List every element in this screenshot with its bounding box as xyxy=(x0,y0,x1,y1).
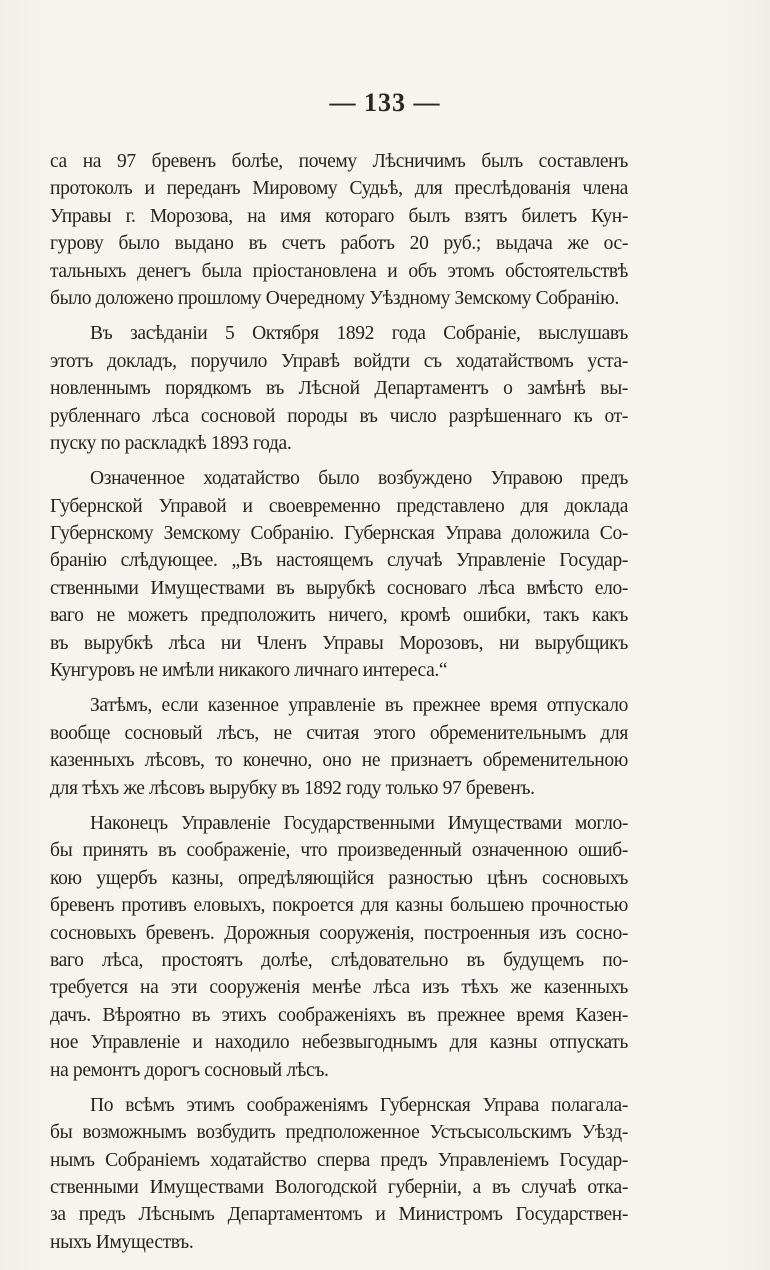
text-line: ваго не можетъ предположить ничего, кромѣ ошибки, такъ какъ xyxy=(50,605,628,627)
text-line: Управы г. Морозова, на имя котораго былъ взятъ билетъ Кун- xyxy=(50,205,628,227)
paragraph xyxy=(50,810,628,1084)
text-line: нымъ Собраніемъ ходатайство сперва предъ Управленіемъ Государ- xyxy=(50,1149,628,1171)
text-line: ственными Имуществами въ вырубкѣ сосноваго лѣса вмѣсто ело- xyxy=(50,577,628,599)
text-line: тальныхъ денегъ была пріостановлена и объ этомъ обстоятельствѣ xyxy=(50,260,628,282)
text-line: въ вырубкѣ лѣса ни Членъ Управы Морозовъ, ни вырубщикъ xyxy=(50,632,628,654)
text-line: са на 97 бревенъ болѣе, почему Лѣсничимъ былъ составленъ xyxy=(50,151,628,172)
text-line: бранію слѣдующее. „Въ настоящемъ случаѣ Управленіе Государ- xyxy=(50,550,628,572)
text-line: пуску по раскладкѣ 1893 года. xyxy=(50,432,292,454)
text-line: гурову было выдано въ счетъ работъ 20 руб.; выдача же ос- xyxy=(50,233,628,255)
text-line: новленнымъ порядкомъ въ Лѣсной Департаментъ о замѣнѣ вы- xyxy=(50,378,628,400)
page-number: — 133 — xyxy=(329,88,441,117)
text-line: Губернской Управой и своевременно представлено для доклада xyxy=(50,495,628,517)
text-line: этотъ докладъ, поручило Управѣ войдти съ ходатайствомъ уста- xyxy=(50,350,628,372)
paragraph xyxy=(50,320,628,457)
text-line: бревенъ противъ еловыхъ, покроется для казны большею прочностью xyxy=(50,895,628,917)
text-line: Наконецъ Управленіе Государственными Имуществами могло- xyxy=(90,812,628,834)
text-line: Губернскому Земскому Собранію. Губернская Управа доложила Со- xyxy=(50,523,628,545)
text-line: ственными Имуществами Вологодской губерніи, а въ случаѣ отка- xyxy=(50,1177,628,1199)
text-body xyxy=(50,148,628,1264)
text-line: ныхъ Имуществъ. xyxy=(50,1231,194,1253)
text-line: Кунгуровъ не имѣли никакого личнаго интереса.“ xyxy=(50,660,448,682)
text-line: вообще сосновый лѣсъ, не считая этого обременительнымъ для xyxy=(50,722,628,744)
paragraph xyxy=(50,465,628,684)
text-line: казенныхъ лѣсовъ, то конечно, оно не признаетъ обременительною xyxy=(50,750,628,772)
paragraph xyxy=(50,1092,628,1256)
text-line: рубленнаго лѣса сосновой породы въ число разрѣшеннаго къ от- xyxy=(50,405,628,427)
text-line: сосновыхъ бревенъ. Дорожныя сооруженія, построенныя изъ сосно- xyxy=(50,922,628,944)
text-line: для тѣхъ же лѣсовъ вырубку въ 1892 году только 97 бревенъ. xyxy=(50,777,535,799)
text-line: требуется на эти сооруженія менѣе лѣса изъ тѣхъ же казенныхъ xyxy=(50,977,628,999)
text-line: Означенное ходатайство было возбуждено Управою предъ xyxy=(90,468,628,490)
text-line: По всѣмъ этимъ соображеніямъ Губернская Управа полагала- xyxy=(90,1094,628,1116)
text-line: было доложено прошлому Очередному Уѣздному Земскому Собранію. xyxy=(50,287,619,309)
text-line: на ремонтъ дорогъ сосновый лѣсъ. xyxy=(50,1059,329,1081)
text-line: бы принять въ соображеніе, что произведенный означенною ошиб- xyxy=(50,840,628,862)
text-line: дачъ. Вѣроятно въ этихъ соображеніяхъ въ прежнее время Казен- xyxy=(50,1004,628,1026)
text-line: ваго лѣса, простоятъ долѣе, слѣдовательно въ будущемъ по- xyxy=(50,949,628,971)
paragraph xyxy=(50,692,628,802)
text-line: за предъ Лѣснымъ Департаментомъ и Министромъ Государствен- xyxy=(50,1204,628,1226)
paragraph xyxy=(50,148,628,312)
text-line: Затѣмъ, если казенное управленіе въ прежнее время отпускало xyxy=(90,695,628,717)
text-line: бы возможнымъ возбудить предположенное Устьсысольскимъ Уѣзд- xyxy=(50,1122,628,1144)
text-line: протоколъ и переданъ Мировому Судьѣ, для преслѣдованія члена xyxy=(50,178,628,200)
text-line: кою ущербъ казны, опредѣляющійся разностью цѣнъ сосновыхъ xyxy=(50,867,628,889)
text-line: ное Управленіе и находило небезвыгоднымъ для казны отпускать xyxy=(50,1032,628,1054)
text-line: Въ засѣданіи 5 Октября 1892 года Собраніе, выслушавъ xyxy=(90,323,628,345)
